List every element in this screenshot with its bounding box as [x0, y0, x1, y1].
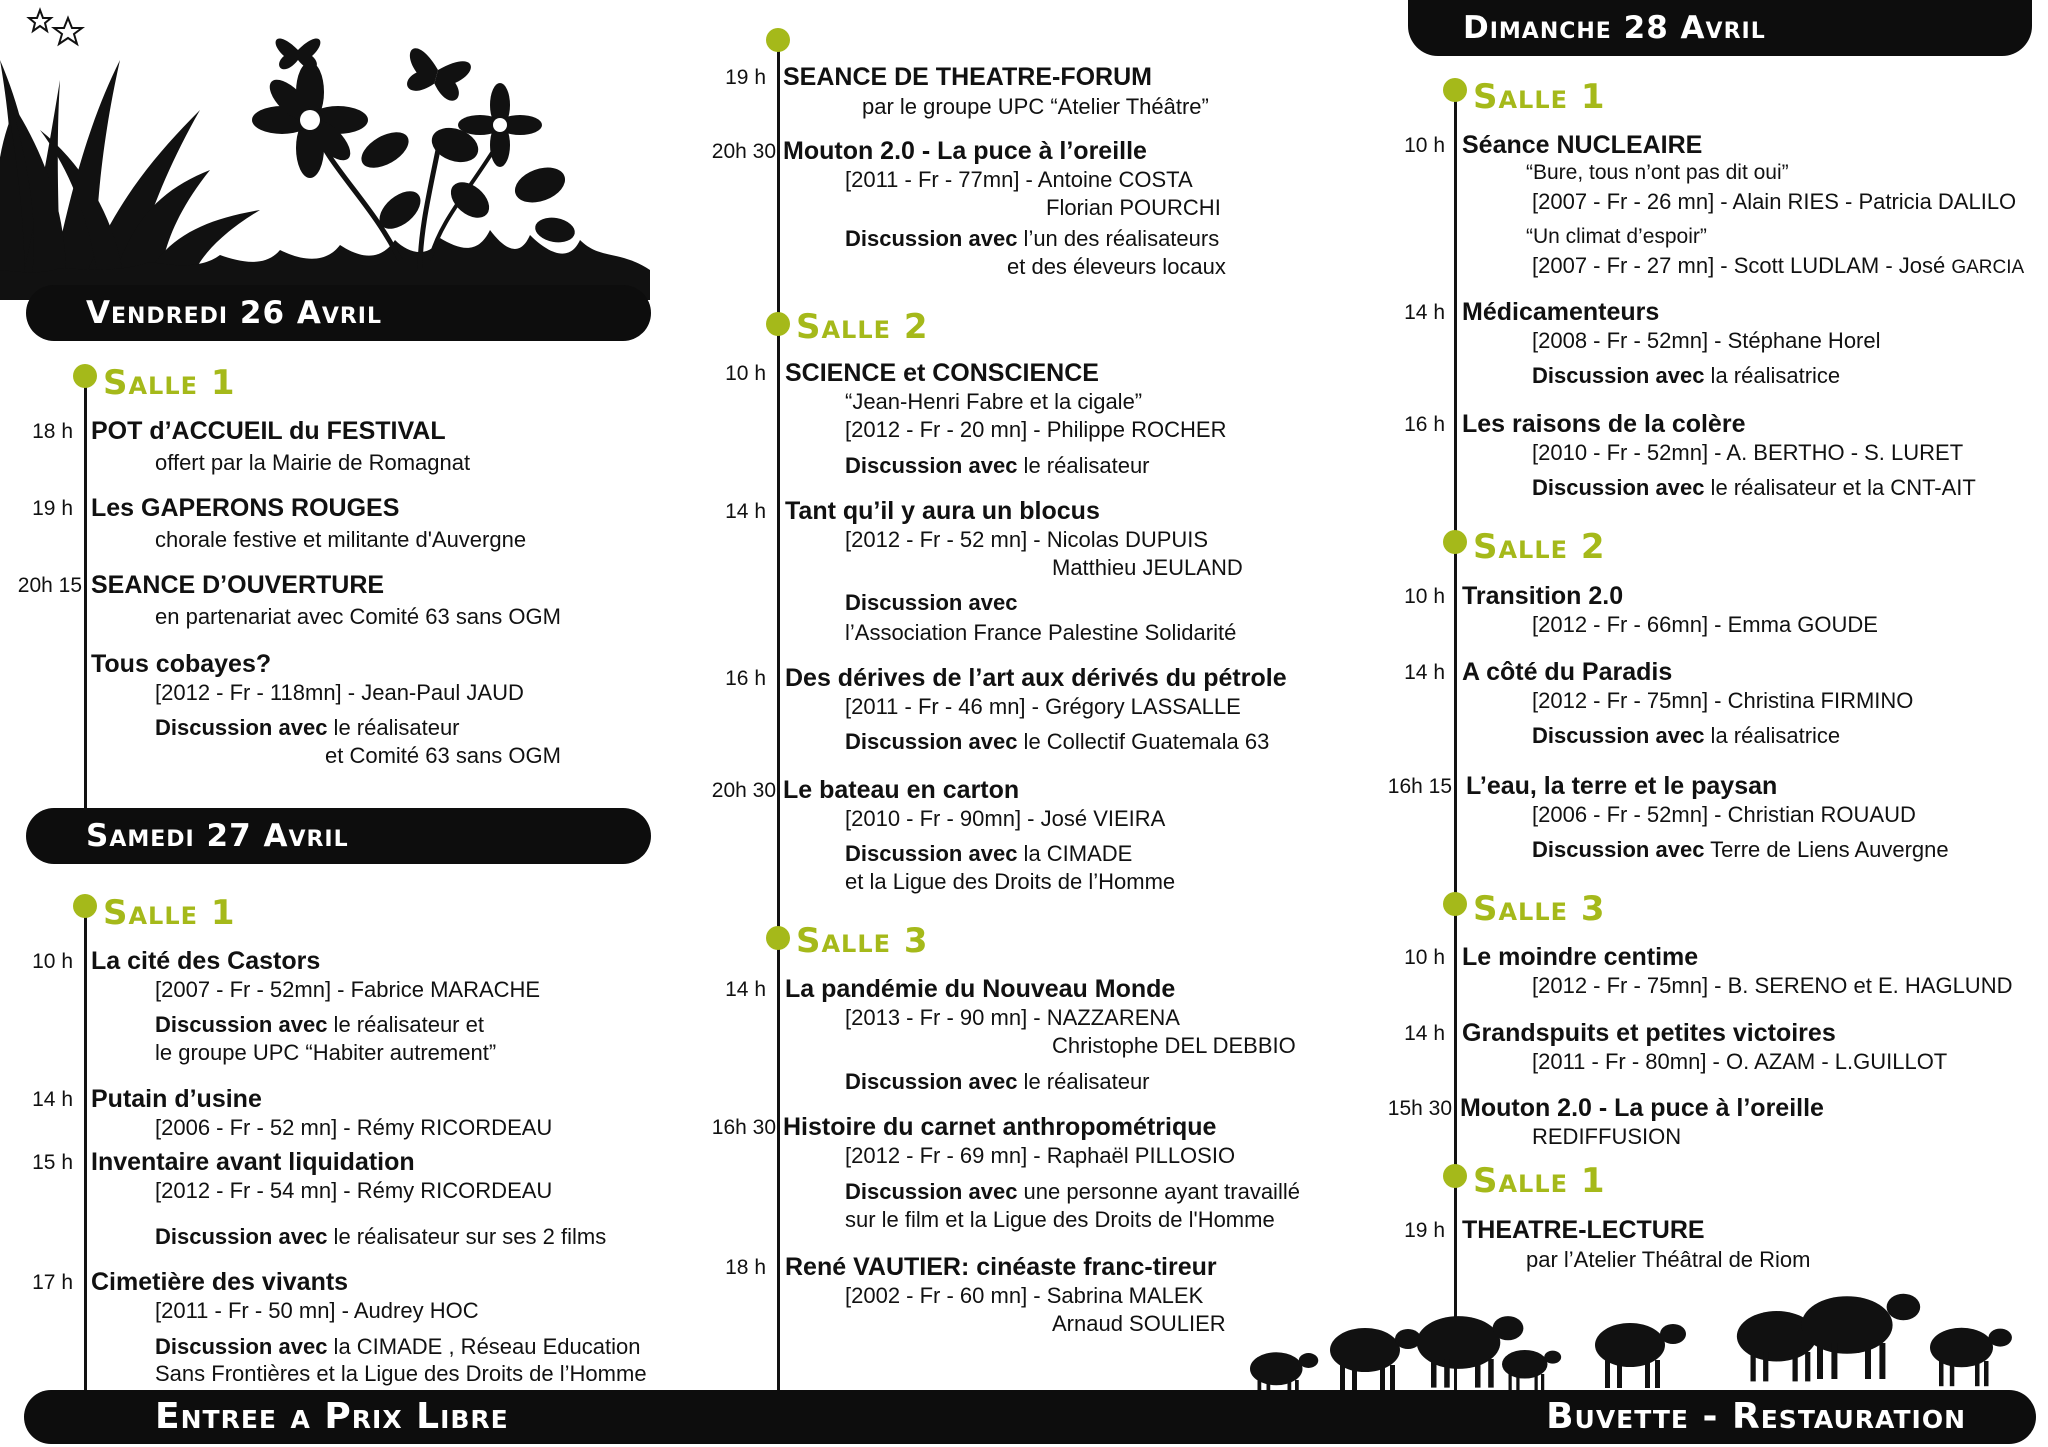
- event-detail: Arnaud SOULIER: [1052, 1311, 1226, 1336]
- event-time: 16 h: [1404, 413, 1445, 436]
- event-discussion: [1532, 475, 1976, 501]
- sheep-silhouette: [1250, 1352, 1318, 1395]
- event-detail: [2007 - Fr - 52mn] - Fabrice MARACHE: [155, 977, 541, 1002]
- event-discussion: [155, 1012, 484, 1038]
- event-discussion: [1532, 723, 1840, 749]
- event-title: La pandémie du Nouveau Monde: [785, 975, 1176, 1003]
- event-time: 10 h: [1404, 946, 1445, 969]
- event-detail: [2011 - Fr - 50 mn] - Audrey HOC: [155, 1298, 479, 1323]
- salle-dot: [73, 894, 97, 918]
- event-detail-part: [2007 - Fr - 27 mn] - Scott LUDLAM - José: [1532, 253, 1952, 278]
- event-title: L’eau, la terre et le paysan: [1466, 772, 1778, 800]
- event-detail: par le groupe UPC “Atelier Théâtre”: [862, 94, 1209, 119]
- salle-dot: [73, 364, 97, 388]
- event-discussion: [155, 1334, 640, 1360]
- discussion-label: Discussion avec: [1532, 723, 1705, 748]
- event-detail: [2012 - Fr - 20 mn] - Philippe ROCHER: [845, 417, 1227, 442]
- event-time: 19 h: [32, 497, 73, 520]
- salle-label: Salle 2: [796, 307, 929, 347]
- grass-flowers-illustration: [0, 0, 650, 300]
- salle-dot: [766, 312, 790, 336]
- day-label: Vendredi 26 Avril: [86, 295, 382, 331]
- event-title: SEANCE D’OUVERTURE: [91, 571, 385, 599]
- event-title: Les raisons de la colère: [1462, 410, 1746, 438]
- event-title: Mouton 2.0 - La puce à l’oreille: [783, 137, 1147, 165]
- event-detail-part: GARCIA: [1951, 257, 2025, 278]
- star-icon: [54, 18, 82, 44]
- sheep-silhouette: [1930, 1328, 2012, 1387]
- event-time: 14 h: [32, 1088, 73, 1111]
- event-detail: et la Ligue des Droits de l’Homme: [845, 869, 1176, 894]
- event-detail: l’Association France Palestine Solidarité: [845, 620, 1237, 645]
- day-banner-sunday: [1408, 0, 2032, 56]
- event-detail: [2011 - Fr - 77mn] - Antoine COSTA: [845, 167, 1193, 192]
- event-detail: Sans Frontières et la Ligue des Droits de l’Homme: [155, 1361, 647, 1386]
- event-discussion: [155, 1224, 606, 1250]
- discussion-text: le réalisateur: [327, 715, 460, 740]
- event-detail: [2007 - Fr - 26 mn] - Alain RIES - Patricia DALILO: [1532, 189, 2017, 214]
- event-discussion: [845, 1069, 1150, 1095]
- discussion-text: la CIMADE , Réseau Education: [327, 1334, 641, 1359]
- event-title: La cité des Castors: [91, 947, 321, 975]
- event-discussion: [845, 590, 1017, 616]
- sheep-silhouette: [1502, 1350, 1561, 1391]
- event-time: 16h 15: [1387, 775, 1452, 798]
- event-time: 19 h: [725, 66, 766, 89]
- salle-dot: [1443, 78, 1467, 102]
- event-detail: [2006 - Fr - 52 mn] - Rémy RICORDEAU: [155, 1115, 553, 1140]
- sheep-silhouette: [1801, 1294, 1920, 1379]
- event-time: 19 h: [1404, 1219, 1445, 1242]
- discussion-label: Discussion avec: [845, 1179, 1018, 1204]
- discussion-text: le réalisateur sur ses 2 films: [327, 1224, 607, 1249]
- event-time: 10 h: [1404, 134, 1445, 157]
- discussion-text: le réalisateur et: [327, 1012, 484, 1037]
- event-discussion: [1532, 837, 1949, 863]
- event-time: 18 h: [725, 1256, 766, 1279]
- event-discussion: [1532, 363, 1840, 389]
- salle-dot: [766, 28, 790, 52]
- event-discussion: [845, 1179, 1300, 1205]
- event-title: Tant qu’il y aura un blocus: [785, 497, 1100, 525]
- event-detail: [2012 - Fr - 69 mn] - Raphaël PILLOSIO: [845, 1143, 1236, 1168]
- event-detail: [2002 - Fr - 60 mn] - Sabrina MALEK: [845, 1283, 1204, 1308]
- event-discussion: [845, 729, 1269, 755]
- event-title: Cimetière des vivants: [91, 1268, 349, 1296]
- event-detail: par l’Atelier Théâtral de Riom: [1526, 1247, 1811, 1272]
- discussion-text: le Collectif Guatemala 63: [1017, 729, 1270, 754]
- event-time: 16 h: [725, 667, 766, 690]
- salle-label: Salle 3: [796, 921, 929, 961]
- event-title: Histoire du carnet anthropométrique: [783, 1113, 1217, 1141]
- salle-label: Salle 1: [1473, 1161, 1606, 1201]
- footer-right-text: Buvette - Restauration: [1546, 1396, 1966, 1437]
- event-detail: [2012 - Fr - 75mn] - B. SERENO et E. HAGLUND: [1532, 973, 2013, 998]
- event-detail: [2008 - Fr - 52mn] - Stéphane Horel: [1532, 328, 1881, 353]
- event-detail: et Comité 63 sans OGM: [325, 743, 561, 768]
- timeline-friday: [84, 376, 87, 810]
- discussion-label: Discussion avec: [845, 590, 1018, 615]
- discussion-text: la CIMADE: [1017, 841, 1133, 866]
- footer-left-text: Entree a Prix Libre: [155, 1396, 509, 1437]
- day-label: Dimanche 28 Avril: [1463, 10, 1766, 46]
- event-time: 16h 30: [711, 1116, 776, 1139]
- event-time: 14 h: [1404, 1022, 1445, 1045]
- sheep-silhouette: [1417, 1316, 1524, 1388]
- event-time: 18 h: [32, 420, 73, 443]
- event-title: Des dérives de l’art aux dérivés du pétrole: [785, 664, 1287, 692]
- event-title: Mouton 2.0 - La puce à l’oreille: [1460, 1094, 1824, 1122]
- discussion-label: Discussion avec: [845, 729, 1018, 754]
- discussion-text: la réalisatrice: [1704, 723, 1841, 748]
- event-time: 10 h: [725, 362, 766, 385]
- discussion-label: Discussion avec: [1532, 475, 1705, 500]
- event-title: THEATRE-LECTURE: [1462, 1216, 1705, 1244]
- event-detail: chorale festive et militante d'Auvergne: [155, 527, 527, 552]
- event-title: Putain d’usine: [91, 1085, 262, 1113]
- salle-label: Salle 2: [1473, 527, 1606, 567]
- discussion-label: Discussion avec: [845, 1069, 1018, 1094]
- sheep-silhouette: [1330, 1328, 1421, 1391]
- event-time: 20h 15: [17, 574, 82, 597]
- event-title: A côté du Paradis: [1462, 658, 1673, 686]
- event-discussion: [845, 453, 1150, 479]
- event-time: 15 h: [32, 1151, 73, 1174]
- salle-label: Salle 1: [103, 893, 236, 933]
- butterfly-icon: [401, 47, 472, 104]
- timeline-sunday: [1454, 90, 1457, 1390]
- event-detail: sur le film et la Ligue des Droits de l'Homme: [845, 1207, 1275, 1232]
- salle-label: Salle 1: [1473, 77, 1606, 117]
- butterfly-icon: [276, 39, 321, 70]
- event-discussion: [845, 841, 1132, 867]
- event-time: 14 h: [725, 500, 766, 523]
- discussion-text: la réalisatrice: [1704, 363, 1841, 388]
- discussion-label: Discussion avec: [845, 453, 1018, 478]
- discussion-text: le réalisateur et la CNT-AIT: [1704, 475, 1976, 500]
- event-detail: [2010 - Fr - 52mn] - A. BERTHO - S. LURET: [1532, 440, 1964, 465]
- event-time: 10 h: [1404, 585, 1445, 608]
- event-title: Transition 2.0: [1462, 582, 1624, 610]
- discussion-text: l’un des réalisateurs: [1017, 226, 1220, 251]
- discussion-text: le réalisateur: [1017, 453, 1150, 478]
- day-banner-saturday: [26, 808, 651, 864]
- event-detail: [2012 - Fr - 54 mn] - Rémy RICORDEAU: [155, 1178, 553, 1203]
- timeline-saturday: [84, 906, 87, 1390]
- event-detail: [2013 - Fr - 90 mn] - NAZZARENA: [845, 1005, 1180, 1030]
- event-title: Les GAPERONS ROUGES: [91, 494, 400, 522]
- event-title: Le moindre centime: [1462, 943, 1699, 971]
- timeline-middle: [777, 40, 780, 1390]
- event-detail: [2012 - Fr - 52 mn] - Nicolas DUPUIS: [845, 527, 1209, 552]
- event-time: 14 h: [1404, 301, 1445, 324]
- event-detail: le groupe UPC “Habiter autrement”: [155, 1040, 497, 1065]
- event-title: Médicamenteurs: [1462, 298, 1660, 326]
- event-detail: en partenariat avec Comité 63 sans OGM: [155, 604, 561, 629]
- event-title: Tous cobayes?: [91, 650, 272, 678]
- event-detail: [2010 - Fr - 90mn] - José VIEIRA: [845, 806, 1166, 831]
- event-detail: “Jean-Henri Fabre et la cigale”: [845, 389, 1143, 414]
- event-detail: [2011 - Fr - 80mn] - O. AZAM - L.GUILLOT: [1532, 1049, 1948, 1074]
- event-time: 14 h: [725, 978, 766, 1001]
- day-label: Samedi 27 Avril: [86, 818, 349, 854]
- event-title: René VAUTIER: cinéaste franc-tireur: [785, 1253, 1217, 1281]
- event-title: Inventaire avant liquidation: [91, 1148, 415, 1176]
- salle-label: Salle 3: [1473, 889, 1606, 929]
- event-detail: et des éleveurs locaux: [1007, 254, 1226, 279]
- sheep-silhouette: [1595, 1323, 1686, 1388]
- sheep-silhouettes: [1240, 1290, 2040, 1395]
- event-detail: [2012 - Fr - 66mn] - Emma GOUDE: [1532, 612, 1878, 637]
- event-time: 20h 30: [711, 779, 776, 802]
- event-detail: offert par la Mairie de Romagnat: [155, 450, 471, 475]
- event-time: 15h 30: [1387, 1097, 1452, 1120]
- event-detail: Florian POURCHI: [1046, 195, 1221, 220]
- event-detail: “Bure, tous n’ont pas dit oui”: [1526, 161, 1789, 184]
- event-detail: REDIFFUSION: [1532, 1124, 1682, 1149]
- salle-dot: [1443, 1164, 1467, 1188]
- event-time: 10 h: [32, 950, 73, 973]
- event-detail: [2006 - Fr - 52mn] - Christian ROUAUD: [1532, 802, 1916, 827]
- event-time: 20h 30: [711, 140, 776, 163]
- discussion-text: Terre de Liens Auvergne: [1704, 837, 1949, 862]
- event-title: Le bateau en carton: [783, 776, 1020, 804]
- salle-label: Salle 1: [103, 363, 236, 403]
- event-detail: [2012 - Fr - 75mn] - Christina FIRMINO: [1532, 688, 1914, 713]
- discussion-label: Discussion avec: [155, 1224, 328, 1249]
- event-detail: Christophe DEL DEBBIO: [1052, 1033, 1296, 1058]
- discussion-label: Discussion avec: [155, 715, 328, 740]
- event-title: SCIENCE et CONSCIENCE: [785, 359, 1099, 387]
- event-time: 14 h: [1404, 661, 1445, 684]
- star-icon: [29, 10, 51, 31]
- event-time: 17 h: [32, 1271, 73, 1294]
- day-banner-friday: [26, 285, 651, 341]
- event-title: Séance NUCLEAIRE: [1462, 131, 1703, 159]
- event-detail: “Un climat d’espoir”: [1526, 225, 1707, 248]
- event-title: Grandspuits et petites victoires: [1462, 1019, 1836, 1047]
- event-title: SEANCE DE THEATRE-FORUM: [783, 63, 1152, 91]
- discussion-text: le réalisateur: [1017, 1069, 1150, 1094]
- event-discussion: [845, 226, 1219, 252]
- event-detail: Matthieu JEULAND: [1052, 555, 1243, 580]
- discussion-label: Discussion avec: [155, 1012, 328, 1037]
- discussion-label: Discussion avec: [1532, 837, 1705, 862]
- discussion-text: une personne ayant travaillé: [1017, 1179, 1300, 1204]
- event-detail: [2011 - Fr - 46 mn] - Grégory LASSALLE: [845, 694, 1241, 719]
- salle-dot: [1443, 530, 1467, 554]
- salle-dot: [1443, 892, 1467, 916]
- discussion-label: Discussion avec: [1532, 363, 1705, 388]
- discussion-label: Discussion avec: [155, 1334, 328, 1359]
- event-title: POT d’ACCUEIL du FESTIVAL: [91, 417, 446, 445]
- event-detail: [1532, 253, 2024, 279]
- event-detail: [2012 - Fr - 118mn] - Jean-Paul JAUD: [155, 680, 524, 705]
- discussion-label: Discussion avec: [845, 226, 1018, 251]
- salle-dot: [766, 926, 790, 950]
- event-discussion: [155, 715, 460, 741]
- discussion-label: Discussion avec: [845, 841, 1018, 866]
